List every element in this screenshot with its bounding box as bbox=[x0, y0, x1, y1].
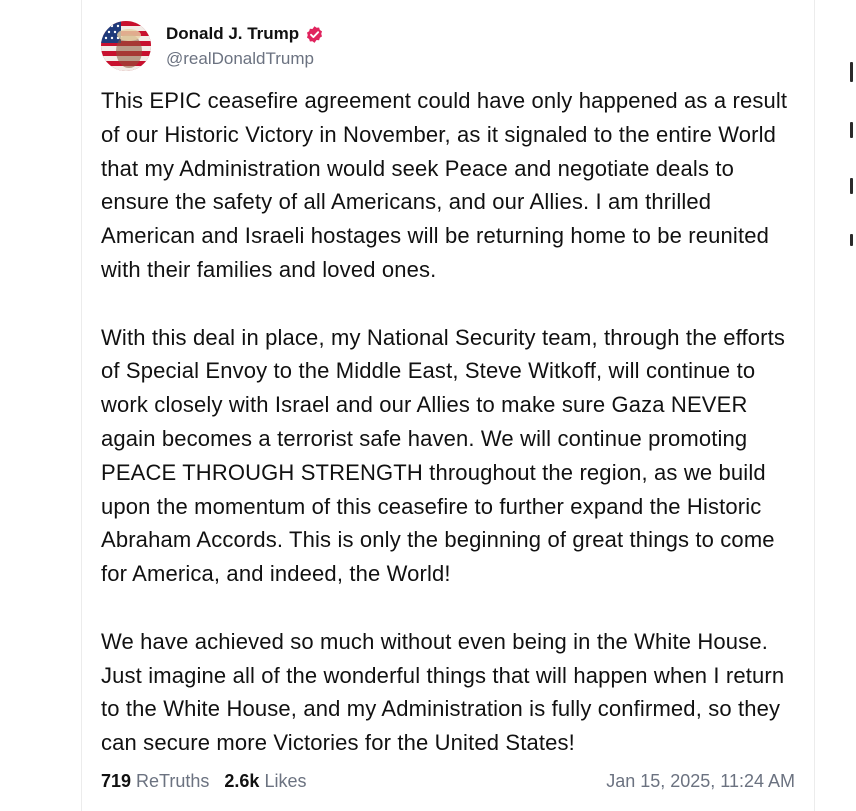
retruths-count: 719 bbox=[101, 770, 132, 791]
cropped-glyph bbox=[850, 62, 853, 82]
cropped-glyph bbox=[850, 178, 853, 194]
verified-badge-icon bbox=[305, 25, 324, 44]
cropped-side-content bbox=[850, 40, 856, 286]
likes-stat[interactable] bbox=[224, 771, 306, 792]
likes-count: 2.6k bbox=[224, 770, 260, 791]
avatar[interactable] bbox=[101, 21, 151, 71]
post-card[interactable] bbox=[101, 20, 801, 760]
post-timestamp[interactable]: Jan 15, 2025, 11:24 AM bbox=[606, 770, 795, 791]
post-paragraph: With this deal in place, my National Security team, through the efforts of Special Envoy to the Middle East, Steve Witkoff, will continue to work closely with Israel and our Allies to make sure Gaza NEVER again becomes a terrorist safe haven. We will continue promoting PEACE THROUGH STRENGTH throughout the region, as we build upon the momentum of this ceasefire to further expand the Historic Abraham Accords. This is only the beginning of great things to come for America, and indeed, the World! bbox=[101, 324, 786, 587]
feed-left-border bbox=[81, 0, 82, 811]
cropped-glyph bbox=[850, 234, 853, 246]
post-body bbox=[101, 84, 801, 760]
post-paragraph: We have achieved so much without even being in the White House. Just imagine all of the wonderful things that will happen when I return to the White House, and my Administration is fully confirmed, so they can secure more Victories for the United States! bbox=[101, 628, 785, 756]
retruths-label: ReTruths bbox=[136, 770, 210, 791]
avatar-image bbox=[101, 21, 151, 71]
post-paragraph: This EPIC ceasefire agreement could have only happened as a result of our Historic Victory in November, as it signaled to the entire World that my Administration would seek Peace and negotiate deals to ensure the safety of all Americans, and our Allies. I am thrilled American and Israeli hostages will be returning home to be reunited with their families and loved ones. bbox=[101, 88, 788, 282]
author-name[interactable]: Donald J. Trump bbox=[166, 24, 300, 43]
likes-label: Likes bbox=[264, 770, 307, 791]
post-footer bbox=[101, 767, 795, 795]
retruths-stat[interactable] bbox=[101, 771, 209, 792]
feed-right-border bbox=[814, 0, 815, 811]
author-info bbox=[166, 23, 324, 69]
post-header bbox=[101, 20, 801, 72]
cropped-glyph bbox=[850, 122, 853, 138]
author-handle[interactable]: @realDonaldTrump bbox=[166, 49, 314, 68]
author-name-row bbox=[166, 23, 324, 45]
